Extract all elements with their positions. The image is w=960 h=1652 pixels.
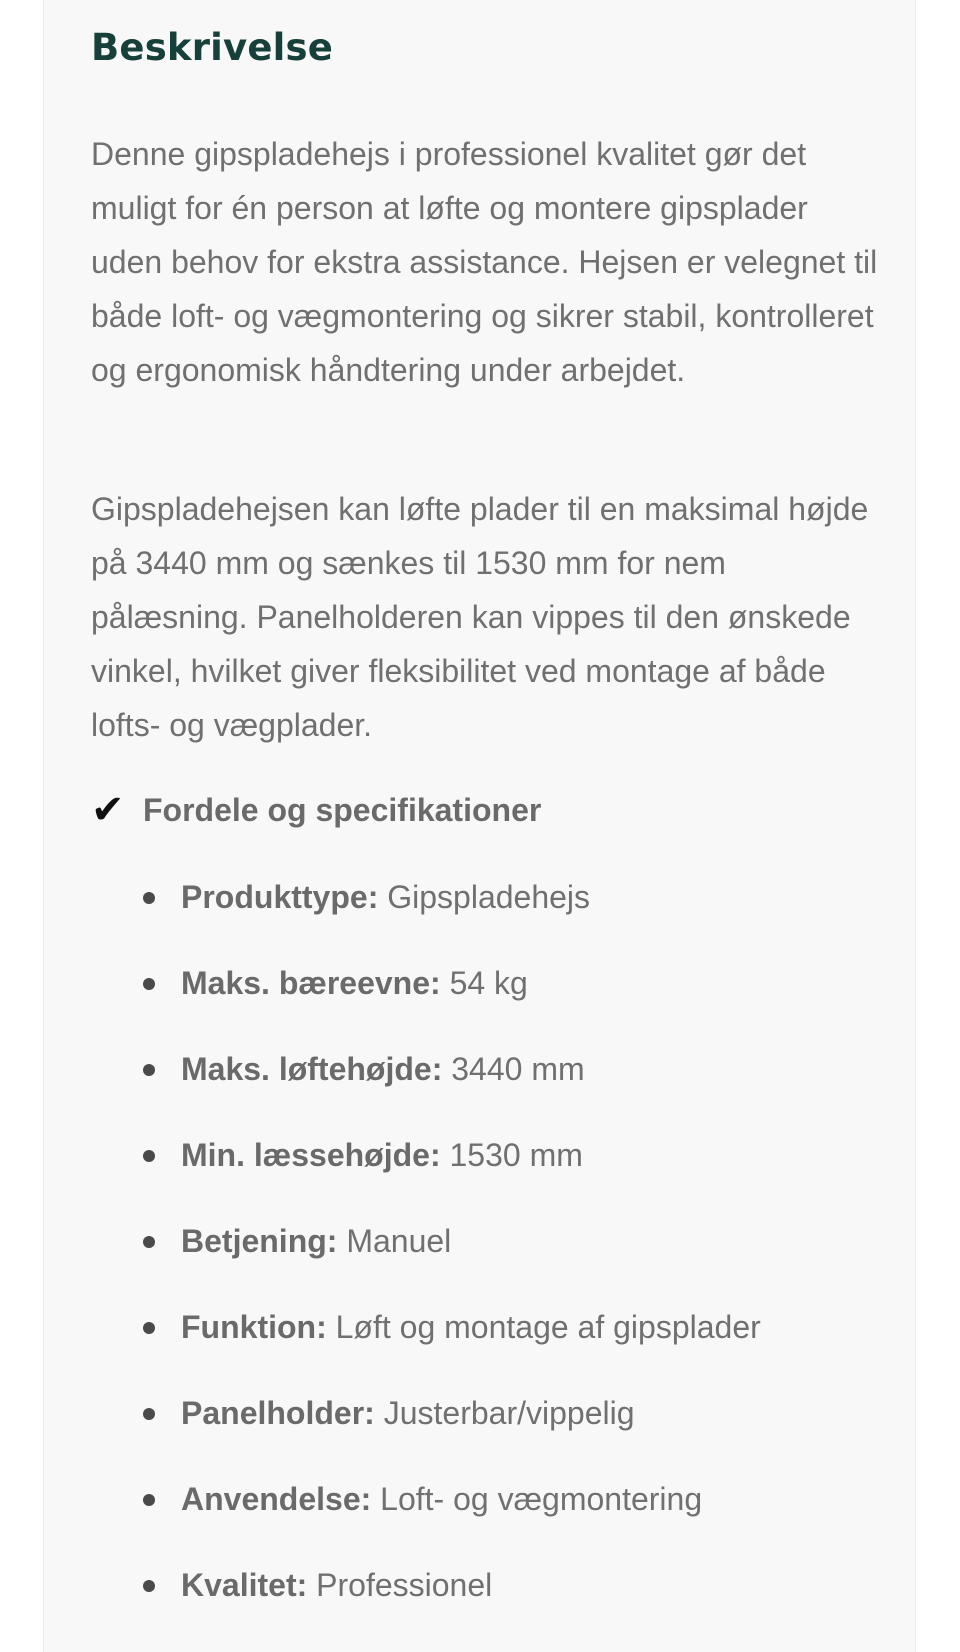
spec-item	[91, 956, 881, 1042]
spec-value: 54 kg	[449, 965, 528, 1001]
bullet-icon	[143, 1064, 155, 1076]
spec-item	[91, 1558, 881, 1644]
bullet-icon	[143, 1580, 155, 1592]
spec-label: Min. læssehøjde:	[181, 1137, 441, 1173]
spec-label: Panelholder:	[181, 1395, 375, 1431]
spec-label: Maks. løftehøjde:	[181, 1051, 443, 1087]
spec-item	[91, 1214, 881, 1300]
spec-value: 1530 mm	[449, 1137, 583, 1173]
bullet-icon	[143, 1236, 155, 1248]
spec-label: Funktion:	[181, 1309, 327, 1345]
spec-label: Produkttype:	[181, 879, 379, 915]
bullet-icon	[143, 892, 155, 904]
bullet-icon	[143, 978, 155, 990]
spec-item	[91, 870, 881, 956]
spec-value: Gipspladehejs	[387, 879, 591, 915]
spec-item	[91, 1472, 881, 1558]
spec-value: Professionel	[316, 1567, 493, 1603]
bullet-icon	[143, 1408, 155, 1420]
spec-value: Loft- og vægmontering	[380, 1481, 703, 1517]
spec-item	[91, 1042, 881, 1128]
spec-value: Justerbar/vippelig	[383, 1395, 635, 1431]
description-paragraph: Denne gipspladehejs i professionel kvalitet gør det muligt for én person at løfte og montere gipsplader uden behov for ekstra assistance. Hejsen er velegnet til både loft- og vægmontering og sikrer stabil, kontrolleret og ergonomisk håndtering under arbejdet.	[91, 136, 878, 388]
section-title: Beskrivelse	[91, 26, 334, 69]
bullet-icon	[143, 1322, 155, 1334]
specs-heading	[91, 783, 541, 837]
checkmark-icon: ✔	[91, 787, 125, 833]
bullet-icon	[143, 1150, 155, 1162]
spec-item	[91, 1300, 881, 1386]
spec-label: Kvalitet:	[181, 1567, 308, 1603]
spec-item	[91, 1386, 881, 1472]
description-paragraph: Gipspladehejsen kan løfte plader til en maksimal højde på 3440 mm og sænkes til 1530 mm for nem pålæsning. Panelholderen kan vippes til den ønskede vinkel, hvilket giver fleksibilitet ved montage af både lofts- og vægplader.	[91, 491, 869, 743]
spec-item	[91, 1128, 881, 1214]
spec-value: 3440 mm	[451, 1051, 585, 1087]
spec-label: Betjening:	[181, 1223, 338, 1259]
specs-heading-label: Fordele og specifikationer	[143, 792, 542, 828]
bullet-icon	[143, 1494, 155, 1506]
specs-list	[91, 870, 881, 1644]
description-card	[43, 0, 916, 1652]
spec-value: Løft og montage af gipsplader	[335, 1309, 761, 1345]
spec-label: Maks. bæreevne:	[181, 965, 441, 1001]
spec-label: Anvendelse:	[181, 1481, 372, 1517]
spec-value: Manuel	[346, 1223, 452, 1259]
